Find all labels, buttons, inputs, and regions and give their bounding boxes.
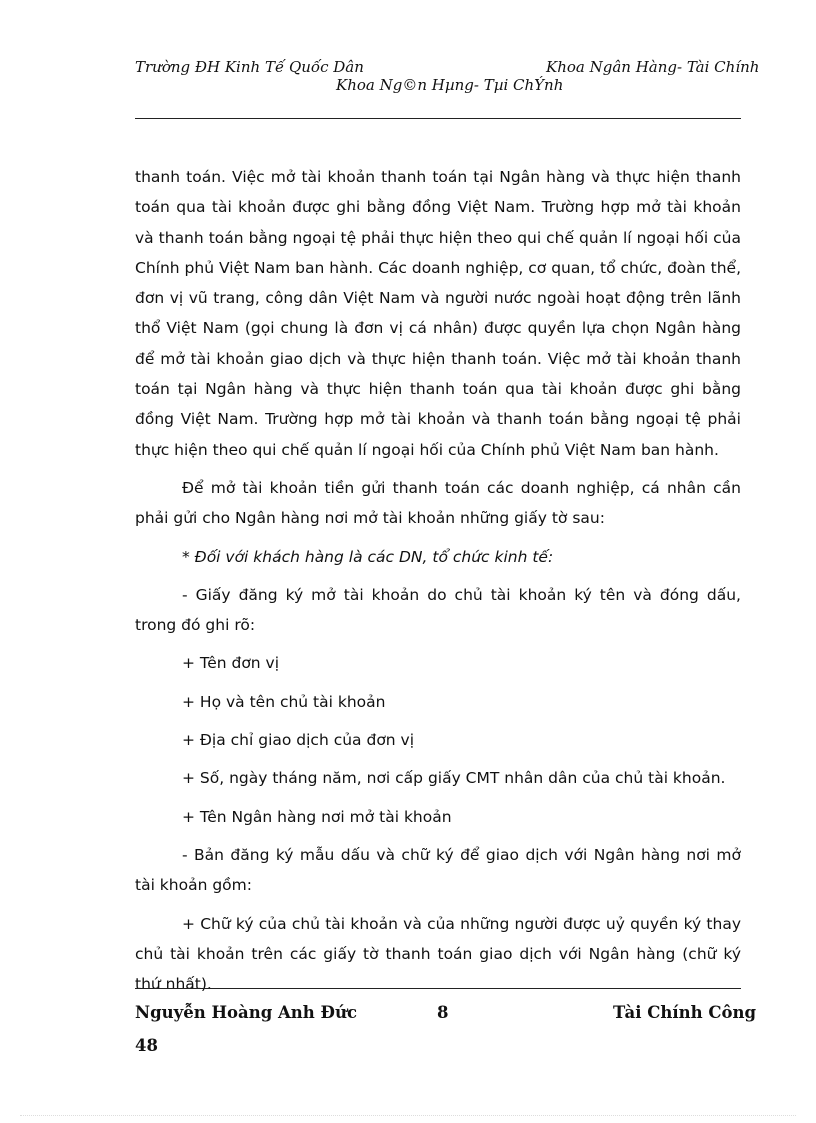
footer-department: Tài Chính Công (613, 1003, 757, 1022)
list-item-unit-name: + Tên đơn vị (182, 654, 280, 673)
footer-divider (135, 988, 741, 989)
paragraph-registration-form: - Giấy đăng ký mở tài khoản do chủ tài khoản ký tên và đóng dấu, trong đó ghi rõ: (135, 585, 741, 635)
header-university: Trường ĐH Kinh Tế Quốc Dân (135, 58, 364, 76)
list-item-first-signature: + Chữ ký của chủ tài khoản và của những người được uỷ quyền ký thay chủ tài khoản trên các giấy tờ thanh toán giao dịch với Ngân hàng (chữ ký thứ nhất). (135, 914, 741, 994)
paragraph-intro: thanh toán. Việc mở tài khoản thanh toán tại Ngân hàng và thực hiện thanh toán qua tài khoản được ghi bằng đồng Việt Nam. Trường hợp mở tài khoản và thanh toán bằng ngoại tệ phải thực hiện theo qui chế quản lí ngoại hối của Chính phủ Việt Nam ban hành. Các doanh nghiệp, cơ quan, tổ chức, đoàn thể, đơn vị vũ trang, công dân Việt Nam và người nước ngoài hoạt động trên lãnh thổ Việt Nam (gọi chung là đơn vị cá nhân) được quyền lựa chọn Ngân hàng để mở tài khoản giao dịch và thực hiện thanh toán. Việc mở tài khoản thanh toán tại Ngân hàng và thực hiện thanh toán qua tài khoản được ghi bằng đồng Việt Nam. Trường hợp mở tài khoản và thanh toán bằng ngoại tệ phải thực hiện theo qui chế quản lí ngoại hối của Chính phủ Việt Nam ban hành. (135, 168, 742, 459)
page-bottom-edge (20, 1115, 796, 1116)
paragraph-signature-registration: - Bản đăng ký mẫu dấu và chữ ký để giao dịch với Ngân hàng nơi mở tài khoản gồm: (135, 845, 741, 895)
list-item-bank-name: + Tên Ngân hàng nơi mở tài khoản (182, 807, 452, 826)
paragraph-required-docs: Để mở tài khoản tiền gửi thanh toán các doanh nghiệp, cá nhân cần phải gửi cho Ngân hàng nơi mở tài khoản những giấy tờ sau: (135, 478, 741, 528)
header-divider (135, 118, 741, 119)
paragraph-enterprise-heading: * Đối với khách hàng là các DN, tổ chức kinh tế: (182, 547, 554, 566)
list-item-owner-name: + Họ và tên chủ tài khoản (182, 692, 386, 711)
footer-author: Nguyễn Hoàng Anh Đức (135, 1003, 358, 1022)
header-faculty-garbled: Khoa Ng©n Hµng- Tµi ChÝnh (336, 76, 564, 94)
list-item-address: + Địa chỉ giao dịch của đơn vị (182, 731, 415, 750)
footer-page-number: 8 (437, 1003, 449, 1022)
header-faculty: Khoa Ngân Hàng- Tài Chính (546, 58, 760, 76)
list-item-id-card: + Số, ngày tháng năm, nơi cấp giấy CMT nhân dân của chủ tài khoản. (182, 769, 726, 788)
footer-class-number: 48 (135, 1036, 158, 1055)
document-body (135, 162, 741, 999)
